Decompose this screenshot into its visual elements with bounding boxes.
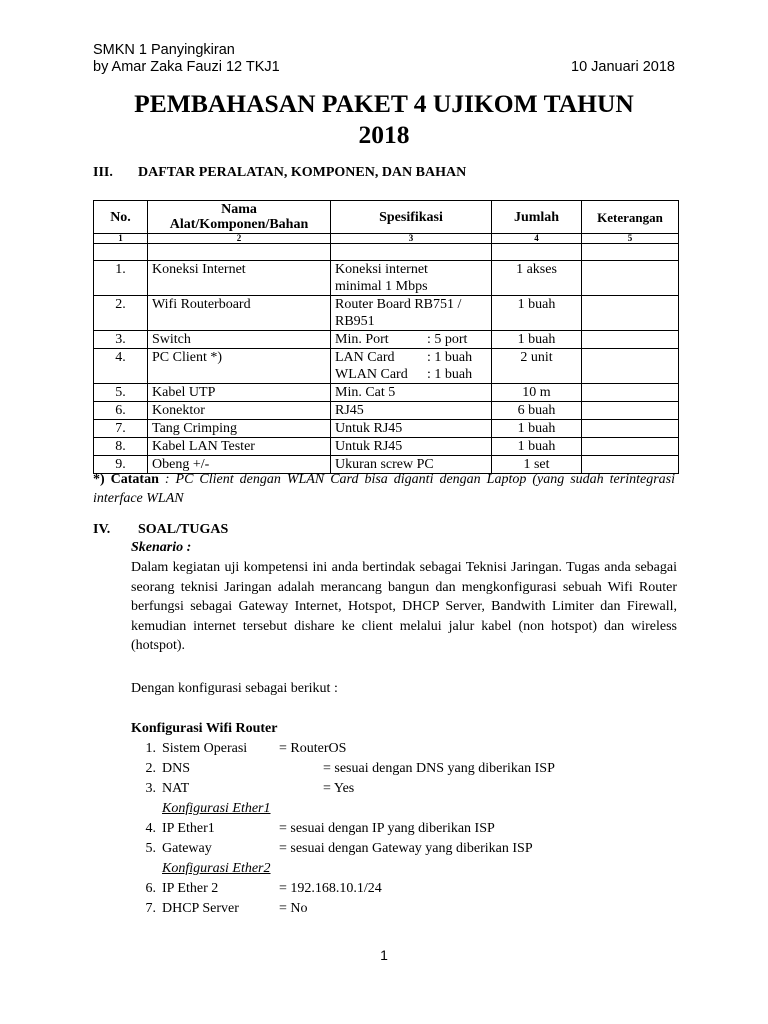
col-header-jumlah: Jumlah	[492, 201, 582, 234]
index-cell: 4	[492, 234, 582, 244]
cell-spec-kv	[335, 331, 487, 348]
section-4-number: IV.	[93, 522, 111, 537]
cell-nama: Kabel LAN Tester	[148, 438, 331, 456]
config-num: 4.	[145, 821, 156, 836]
table-row	[94, 296, 679, 331]
spec-value: : 1 buah	[427, 350, 473, 365]
cell-no: 5.	[94, 384, 148, 402]
cell-jumlah: 2 unit	[492, 349, 582, 384]
col-header-keterangan: Keterangan	[582, 201, 679, 234]
config-num: 3.	[145, 781, 156, 796]
index-cell: 3	[331, 234, 492, 244]
col-header-no: No.	[94, 201, 148, 234]
config-intro: Dengan konfigurasi sebagai berikut :	[131, 681, 338, 696]
skenario-label: Skenario :	[131, 540, 192, 555]
cell-keterangan	[582, 384, 679, 402]
cell-keterangan	[582, 349, 679, 384]
config-value: = Yes	[323, 781, 355, 796]
spec-key: WLAN Card	[335, 367, 408, 382]
config-key: Sistem Operasi	[162, 741, 248, 756]
cell-keterangan	[582, 296, 679, 331]
note-label: *) Catatan	[93, 472, 159, 487]
cell-keterangan	[582, 331, 679, 349]
cell-jumlah: 1 buah	[492, 296, 582, 331]
col-header-nama-line1: Nama	[221, 202, 257, 217]
cell-no: 8.	[94, 438, 148, 456]
page-title-line2: 2018	[358, 120, 410, 149]
cell-spec-line: Koneksi internet	[335, 262, 428, 277]
cell-no: 3.	[94, 331, 148, 349]
config-value: = RouterOS	[279, 741, 347, 756]
cell-nama: Switch	[148, 331, 331, 349]
cell-nama: Kabel UTP	[148, 384, 331, 402]
config-num: 5.	[145, 841, 156, 856]
cell-keterangan	[582, 438, 679, 456]
cell-keterangan	[582, 420, 679, 438]
cell-jumlah: 10 m	[492, 384, 582, 402]
index-cell: 5	[582, 234, 679, 244]
cell-keterangan	[582, 402, 679, 420]
section-4-heading	[93, 522, 228, 538]
cell-no: 4.	[94, 349, 148, 384]
page-title	[93, 88, 675, 150]
header-author: by Amar Zaka Fauzi 12 TKJ1	[93, 59, 280, 75]
config-key: DNS	[162, 761, 191, 776]
config-num: 7.	[145, 901, 156, 916]
cell-no: 1.	[94, 261, 148, 296]
cell-spec	[331, 331, 492, 349]
page-number: 1	[380, 947, 388, 963]
config-value: = sesuai dengan Gateway yang diberikan ISP	[279, 841, 533, 856]
note-text: : PC Client dengan WLAN Card bisa diganti dengan Laptop (yang sudah terintegrasi interface WLAN	[93, 472, 675, 506]
cell-spec: Min. Cat 5	[331, 384, 492, 402]
cell-jumlah: 1 buah	[492, 438, 582, 456]
spec-value: : 1 buah	[427, 367, 473, 382]
subheading-ether1: Konfigurasi Ether1	[162, 801, 271, 816]
cell-spec	[331, 261, 492, 296]
cell-no: 6.	[94, 402, 148, 420]
table-row	[94, 438, 679, 456]
subheading-ether2: Konfigurasi Ether2	[162, 861, 271, 876]
table-note	[93, 470, 675, 508]
equipment-table	[93, 200, 679, 474]
cell-spec-kv	[335, 349, 487, 366]
table-row	[94, 384, 679, 402]
table-blank-row	[94, 244, 679, 261]
spec-key: Min. Port	[335, 332, 389, 347]
header-author-row	[93, 59, 675, 75]
table-row	[94, 261, 679, 296]
cell-jumlah: 1 set	[492, 456, 582, 474]
cell-no: 9.	[94, 456, 148, 474]
cell-spec	[331, 349, 492, 384]
cell-spec-kv	[335, 366, 487, 383]
cell-spec-line: minimal 1 Mbps	[335, 279, 428, 294]
spec-key: LAN Card	[335, 350, 395, 365]
config-key: DHCP Server	[162, 901, 239, 916]
config-title: Konfigurasi Wifi Router	[131, 721, 278, 736]
cell-no: 2.	[94, 296, 148, 331]
cell-spec-line: RB951	[335, 314, 375, 329]
col-header-nama	[148, 201, 331, 234]
config-key: Gateway	[162, 841, 212, 856]
config-num: 6.	[145, 881, 156, 896]
spec-value: : 5 port	[427, 332, 468, 347]
config-num: 1.	[145, 741, 156, 756]
header-school: SMKN 1 Panyingkiran	[93, 42, 235, 58]
col-header-nama-line2: Alat/Komponen/Bahan	[169, 217, 309, 232]
table-row	[94, 331, 679, 349]
config-key: IP Ether 2	[162, 881, 219, 896]
cell-nama: Obeng +/-	[148, 456, 331, 474]
config-key: NAT	[162, 781, 190, 796]
cell-spec: Untuk RJ45	[331, 420, 492, 438]
cell-no: 7.	[94, 420, 148, 438]
header-date: 10 Januari 2018	[571, 59, 675, 75]
cell-jumlah: 6 buah	[492, 402, 582, 420]
table-header-row	[94, 201, 679, 234]
cell-jumlah: 1 buah	[492, 420, 582, 438]
config-value: = 192.168.10.1/24	[279, 881, 382, 896]
config-value: = No	[279, 901, 308, 916]
col-header-spesifikasi: Spesifikasi	[331, 201, 492, 234]
table-row	[94, 402, 679, 420]
config-value: = sesuai dengan DNS yang diberikan ISP	[323, 761, 555, 776]
skenario-paragraph: Dalam kegiatan uji kompetensi ini anda bertindak sebagai Teknisi Jaringan. Tugas anda sebagai seorang teknisi Jaringan adalah merancang bangun dan mengkonfigurasi sebuah Wifi Router berfungsi sebagai Gateway Internet, Hotspot, DHCP Server, Bandwith Limiter dan Firewall, kemudian internet tersebut dishare ke client melalui jalur kabel (non hotspot) dan wireless (hotspot).	[131, 560, 677, 654]
page-title-line1: PEMBAHASAN PAKET 4 UJIKOM TAHUN	[134, 89, 634, 118]
index-cell: 1	[94, 234, 148, 244]
cell-nama: Konektor	[148, 402, 331, 420]
index-cell: 2	[148, 234, 331, 244]
cell-spec: Ukuran screw PC	[331, 456, 492, 474]
table-row	[94, 349, 679, 384]
section-4-title: SOAL/TUGAS	[138, 522, 229, 537]
section-3-title: DAFTAR PERALATAN, KOMPONEN, DAN BAHAN	[138, 165, 467, 180]
section-3-heading	[93, 165, 466, 181]
cell-nama: PC Client *)	[148, 349, 331, 384]
config-key: IP Ether1	[162, 821, 215, 836]
cell-jumlah: 1 buah	[492, 331, 582, 349]
cell-nama: Tang Crimping	[148, 420, 331, 438]
config-value: = sesuai dengan IP yang diberikan ISP	[279, 821, 495, 836]
cell-nama: Wifi Routerboard	[148, 296, 331, 331]
cell-spec-line: Router Board RB751 /	[335, 297, 462, 312]
cell-nama: Koneksi Internet	[148, 261, 331, 296]
table-index-row	[94, 234, 679, 244]
cell-jumlah: 1 akses	[492, 261, 582, 296]
cell-spec: RJ45	[331, 402, 492, 420]
cell-spec	[331, 296, 492, 331]
section-3-number: III.	[93, 165, 113, 180]
table-row	[94, 420, 679, 438]
cell-spec: Untuk RJ45	[331, 438, 492, 456]
config-num: 2.	[145, 761, 156, 776]
cell-keterangan	[582, 261, 679, 296]
